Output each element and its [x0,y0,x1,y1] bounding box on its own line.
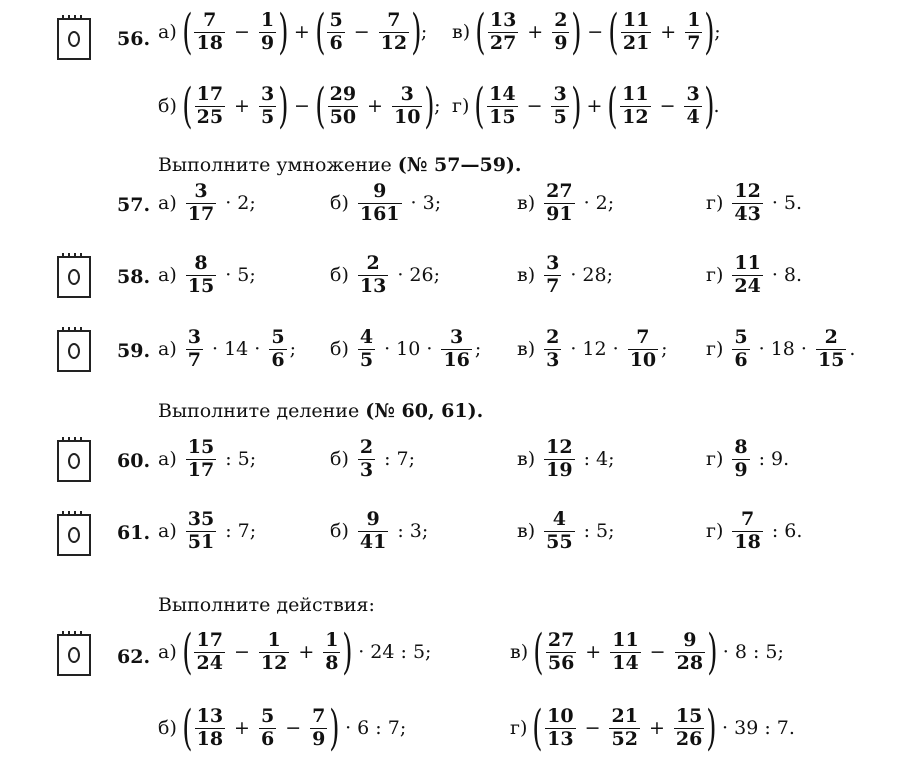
problem-58g: г) $\frac{11}{24}$ · 8. [706,252,803,297]
problem-58a: а) $\frac{8}{15}$ · 5; [158,252,256,297]
problem-61v: в) $\frac{4}{55}$ : 5; [517,508,615,553]
fraction: $\frac{3}{5}$ [260,82,275,128]
problem-58b: б) $\frac{2}{13}$ · 26; [330,252,440,297]
fraction: $\frac{4}{5}$ [359,326,374,371]
problem-number: 60. [117,450,151,472]
fraction: $\frac{1}{7}$ [687,8,701,54]
fraction: $\frac{1}{9}$ [260,8,275,54]
fraction: $\frac{7}{10}$ [629,326,657,371]
problem-61g: г) $\frac{7}{18}$ : 6. [706,508,803,553]
problem-60a: а) $\frac{15}{17}$ : 5; [158,436,257,481]
problem-61b: б) $\frac{9}{41}$ : 3; [330,508,429,553]
fraction: $\frac{17}{25}$ [196,82,224,128]
problem-56b: б) ( $\frac{17}{25}$ + $\frac{3}{5}$ ) − ( $\frac{29}{50}$ + $\frac{3}{10}$ ) ; [158,78,441,134]
fraction: $\frac{10}{13}$ [547,704,574,750]
problem-56v: в) ( $\frac{13}{27}$ + $\frac{2}{9}$ ) − ( $\frac{11}{21}$ + $\frac{1}{7}$ ) ; [452,4,721,60]
fraction: $\frac{15}{26}$ [675,704,703,750]
problem-number: 56. [117,28,151,50]
fraction: $\frac{11}{24}$ [734,252,761,297]
fraction: $\frac{29}{50}$ [329,82,357,128]
problem-62v: в) ( $\frac{27}{56}$ + $\frac{11}{14}$ − $\frac{9}{28}$ ) · 8 : 5; [510,624,784,680]
notebook-icon [57,330,91,372]
problem-58v: в) $\frac{3}{7}$ · 28; [517,252,614,297]
fraction: $\frac{3}{4}$ [686,82,700,128]
problem-62g: г) ( $\frac{10}{13}$ − $\frac{21}{52}$ + $\frac{15}{26}$ ) · 39 : 7. [510,700,795,756]
fraction: $\frac{7}{18}$ [734,508,761,553]
problem-60v: в) $\frac{12}{19}$ : 4; [517,436,615,481]
fraction: $\frac{3}{5}$ [553,82,567,128]
fraction: $\frac{3}{7}$ [187,326,201,371]
problem-60g: г) $\frac{8}{9}$ : 9. [706,436,790,481]
notebook-icon [57,514,91,556]
fraction: $\frac{12}{19}$ [546,436,573,481]
problem-number: 58. [117,266,151,288]
fraction: $\frac{1}{12}$ [260,628,288,674]
notebook-icon [57,440,91,482]
fraction: $\frac{2}{15}$ [817,326,845,371]
problem-56a: а) ( $\frac{7}{18}$ − $\frac{1}{9}$ ) + ( $\frac{5}{6}$ − $\frac{7}{12}$ ) ; [158,4,428,60]
fraction: $\frac{13}{27}$ [489,8,517,54]
problem-59v: в) $\frac{2}{3}$ · 12 · $\frac{7}{10}$ ; [517,326,668,371]
fraction: $\frac{13}{18}$ [196,704,224,750]
fraction: $\frac{5}{6}$ [260,704,275,750]
fraction: $\frac{3}{16}$ [443,326,470,371]
fraction: $\frac{5}{6}$ [271,326,285,371]
problem-number: 62. [117,646,151,668]
fraction: $\frac{2}{13}$ [359,252,387,297]
fraction: $\frac{7}{12}$ [380,8,408,54]
problem-59g: г) $\frac{5}{6}$ · 18 · $\frac{2}{15}$ . [706,326,856,371]
problem-59b: б) $\frac{4}{5}$ · 10 · $\frac{3}{16}$ ; [330,326,482,371]
problem-57b: б) $\frac{9}{161}$ · 3; [330,180,442,225]
problem-57g: г) $\frac{12}{43}$ · 5. [706,180,803,225]
fraction: $\frac{4}{55}$ [546,508,573,553]
problem-57a: а) $\frac{3}{17}$ · 2; [158,180,256,225]
fraction: $\frac{2}{9}$ [554,8,568,54]
fraction: $\frac{27}{56}$ [547,628,575,674]
problem-62a: а) ( $\frac{17}{24}$ − $\frac{1}{12}$ + $\frac{1}{8}$ ) · 24 : 5; [158,624,432,680]
problem-60b: б) $\frac{2}{3}$ : 7; [330,436,416,481]
problem-number: 57. [117,194,151,216]
fraction: $\frac{15}{17}$ [187,436,215,481]
section-heading: Выполните действия: [158,594,375,616]
section-heading: Выполните деление (№ 60, 61). [158,400,484,422]
fraction: $\frac{8}{9}$ [734,436,748,481]
fraction: $\frac{17}{24}$ [196,628,223,674]
fraction: $\frac{3}{10}$ [393,82,421,128]
fraction: $\frac{5}{6}$ [329,8,343,54]
fraction: $\frac{9}{28}$ [676,628,704,674]
fraction: $\frac{2}{3}$ [359,436,374,481]
fraction: $\frac{11}{12}$ [622,82,649,128]
fraction: $\frac{11}{14}$ [612,628,639,674]
fraction: $\frac{14}{15}$ [489,82,516,128]
fraction: $\frac{21}{52}$ [611,704,638,750]
fraction: $\frac{11}{21}$ [622,8,650,54]
fraction: $\frac{8}{15}$ [187,252,215,297]
fraction: $\frac{12}{43}$ [734,180,761,225]
fraction: $\frac{3}{7}$ [546,252,560,297]
problem-62b: б) ( $\frac{13}{18}$ + $\frac{5}{6}$ − $\frac{7}{9}$ ) · 6 : 7; [158,700,407,756]
section-heading: Выполните умножение (№ 57—59). [158,154,522,176]
problem-59a: а) $\frac{3}{7}$ · 14 · $\frac{5}{6}$ ; [158,326,296,371]
fraction: $\frac{2}{3}$ [546,326,560,371]
problem-number: 59. [117,340,151,362]
problem-number: 61. [117,522,151,544]
fraction: $\frac{9}{161}$ [359,180,400,225]
fraction: $\frac{5}{6}$ [734,326,748,371]
problem-61a: а) $\frac{35}{51}$ : 7; [158,508,257,553]
fraction: $\frac{3}{17}$ [187,180,215,225]
fraction: $\frac{7}{18}$ [196,8,223,54]
fraction: $\frac{7}{9}$ [312,704,326,750]
fraction: $\frac{35}{51}$ [187,508,215,553]
notebook-icon [57,634,91,676]
fraction: $\frac{1}{8}$ [325,628,339,674]
notebook-icon [57,256,91,298]
problem-57v: в) $\frac{27}{91}$ · 2; [517,180,615,225]
notebook-icon [57,18,91,60]
fraction: $\frac{9}{41}$ [359,508,387,553]
fraction: $\frac{27}{91}$ [546,180,573,225]
problem-56g: г) ( $\frac{14}{15}$ − $\frac{3}{5}$ ) + ( $\frac{11}{12}$ − $\frac{3}{4}$ ) . [452,78,720,134]
